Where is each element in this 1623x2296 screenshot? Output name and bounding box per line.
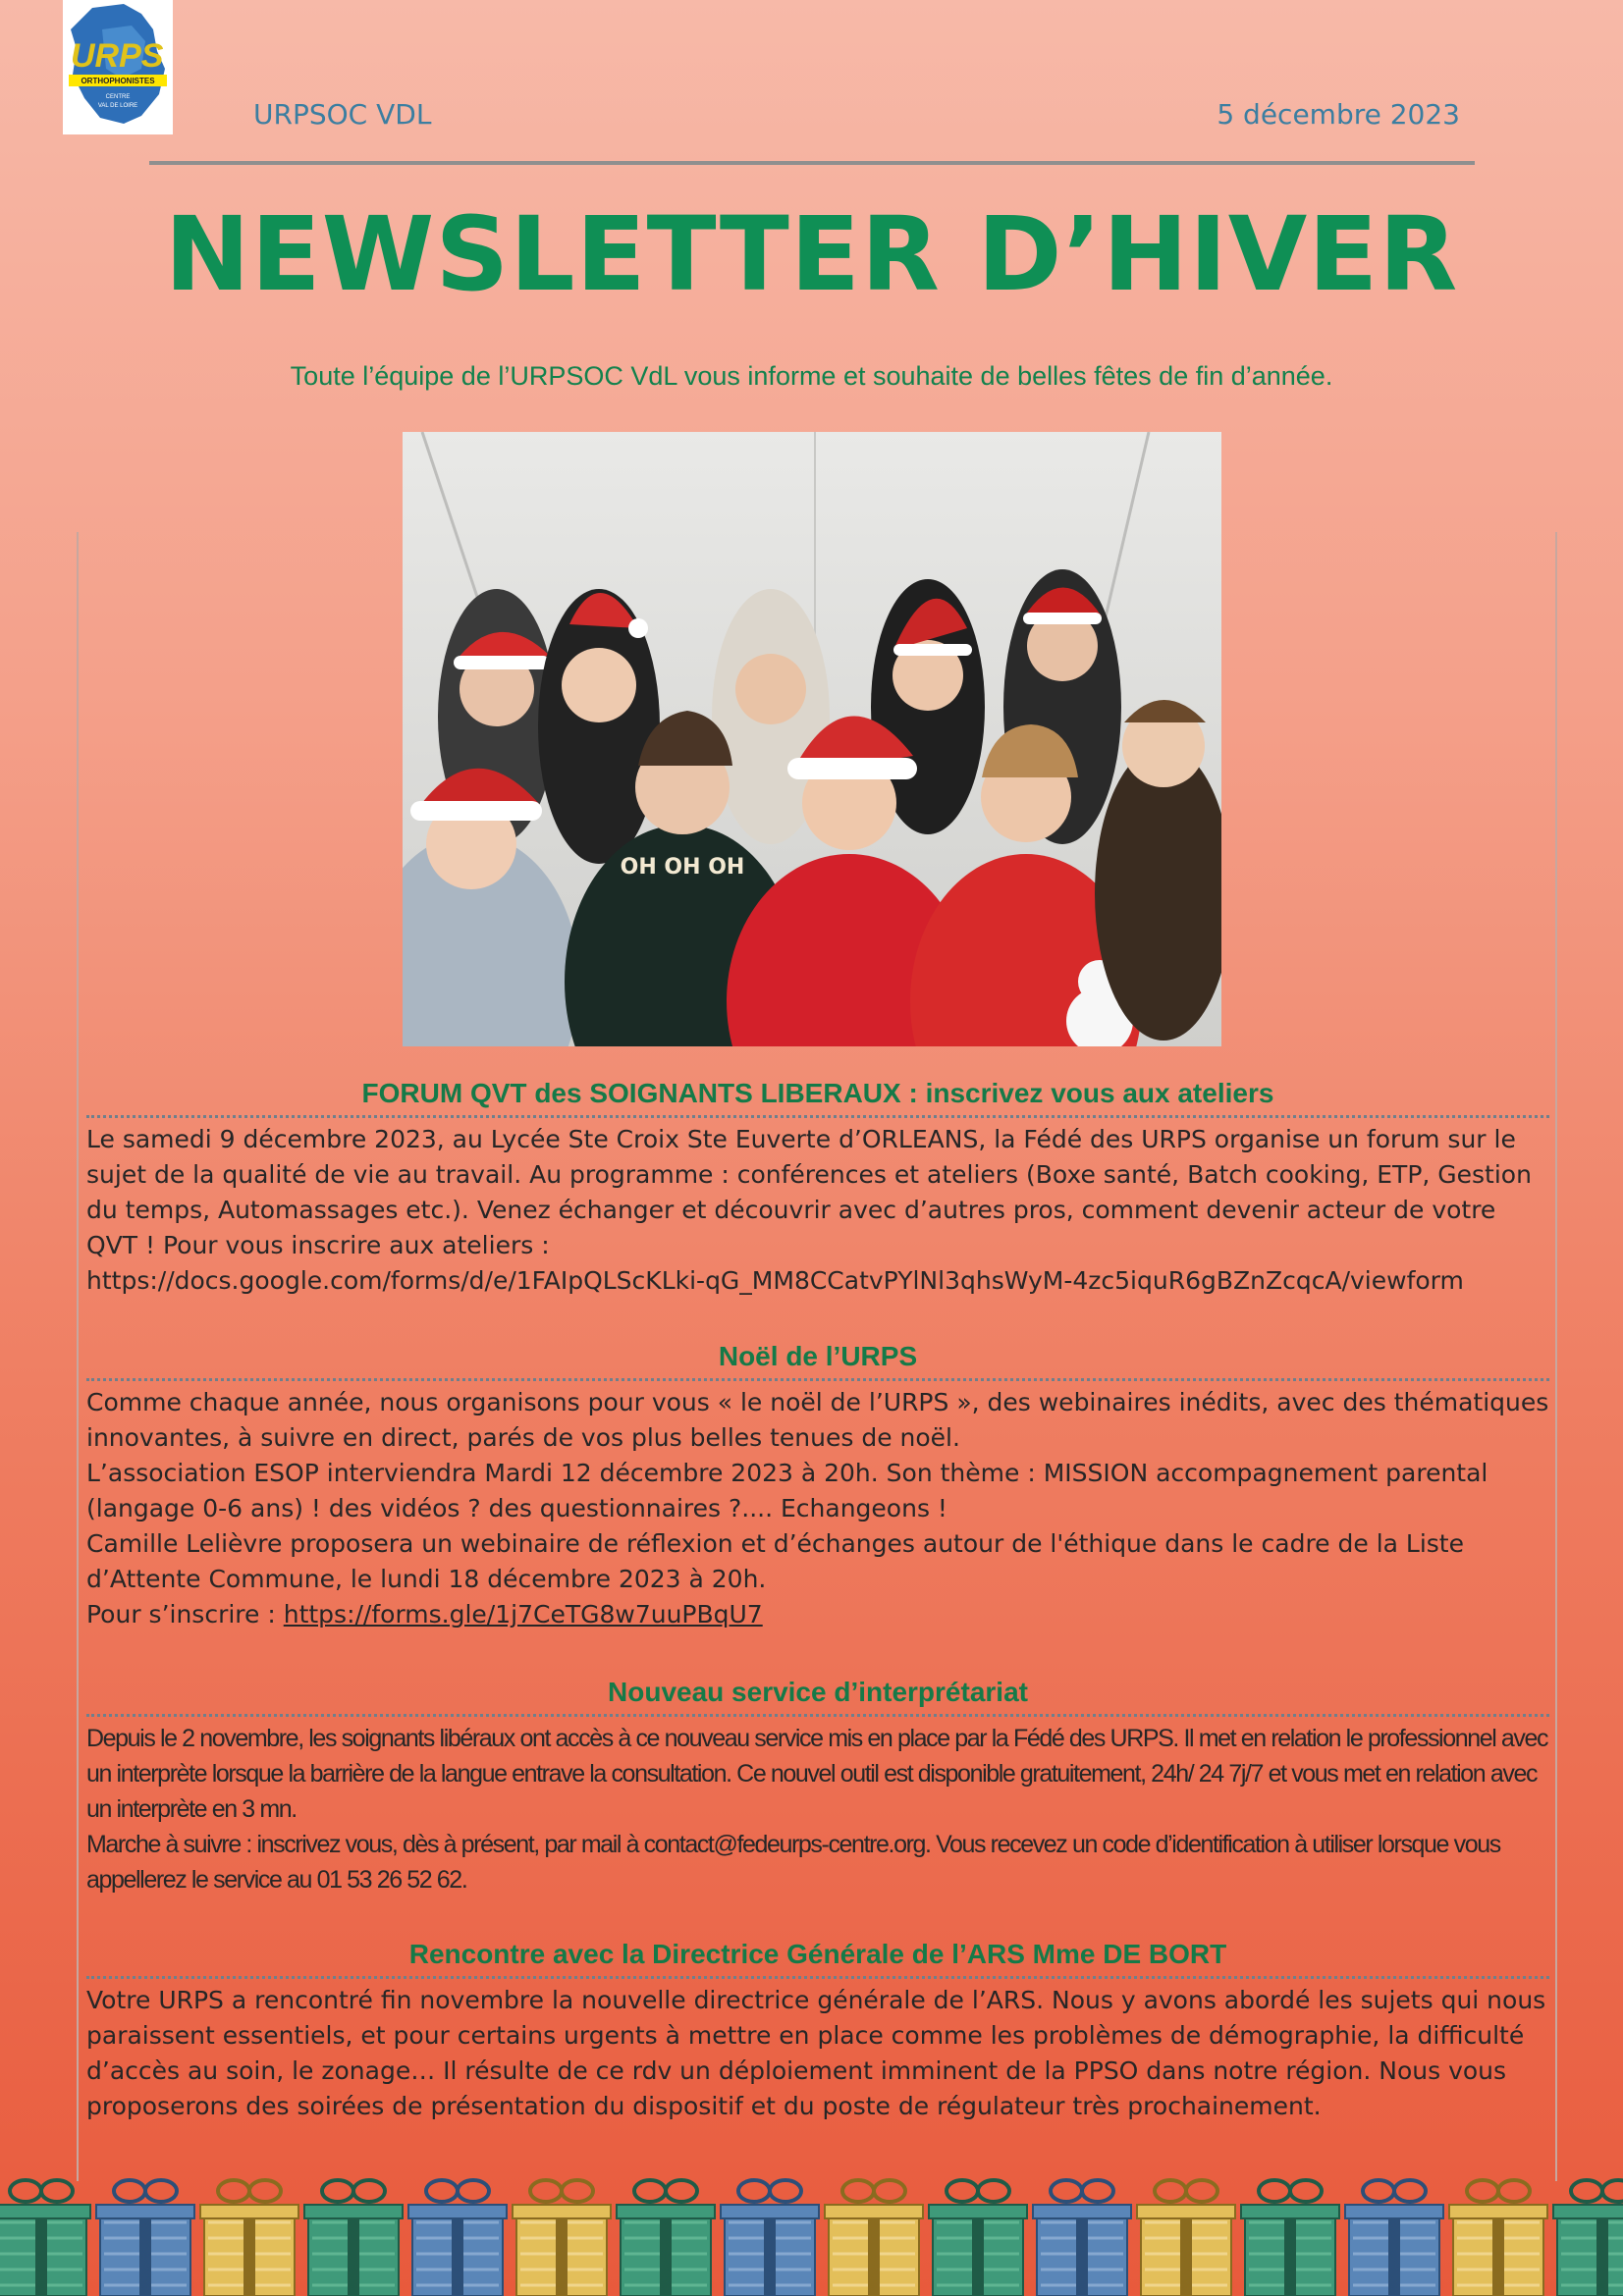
interpretariat-paragraph-2: Marche à suivre : inscrivez vous, dès à présent, par mail à contact@fedeurps-centre.org. Vous recevez un code d’identification à utiliser lorsque vous appellerez le service au 01 53 26 52 62. <box>86 1831 1500 1894</box>
forum-paragraph: Le samedi 9 décembre 2023, au Lycée Ste Croix Ste Euverte d’ORLEANS, la Fédé des URPS organise un forum sur le sujet de la qualité de vie au travail. Au programme : conférences et ateliers (Boxe santé, Batch cooking, ETP, Gestion du temps, Automassages etc.). Venez échanger et découvrir avec d’autres pros, comment devenir acteur de votre QVT ! Pour vous inscrire aux ateliers : <box>86 1125 1532 1259</box>
logo-letters: URPS <box>71 37 164 75</box>
section-title-interpretariat: Nouveau service d’interprétariat <box>86 1677 1549 1717</box>
noel-paragraph-2: L’association ESOP interviendra Mardi 12 décembre 2023 à 20h. Son thème : MISSION accompagnement parental (langage 0-6 ans) ! des vidéos ? des questionnaires ?.... Echangeons ! <box>86 1459 1488 1522</box>
gift-border <box>0 2171 1623 2296</box>
newsletter-subtitle: Toute l’équipe de l’URPSOC VdL vous informe et souhaite de belles fêtes de fin d’année. <box>290 361 1333 391</box>
gift-box-icon <box>1241 2180 1339 2296</box>
logo-graphic <box>63 0 173 134</box>
team-photo <box>403 432 1221 1046</box>
section-title-forum: FORUM QVT des SOIGNANTS LIBERAUX : inscrivez vous aux ateliers <box>86 1078 1549 1118</box>
interpretariat-paragraph-1: Depuis le 2 novembre, les soignants libéraux ont accès à ce nouveau service mis en place par la Fédé des URPS. Il met en relation le professionnel avec un interprète lorsque la barrière de la langue entrave la consultation. Ce nouvel outil est disponible gratuitement, 24h/ 24 7j/7 et vous met en relation avec un interprète en 3 mn. <box>86 1725 1548 1823</box>
gift-box-icon <box>200 2180 298 2296</box>
gift-box-icon <box>721 2180 819 2296</box>
noel-signup-link[interactable]: https://forms.gle/1j7CeTG8w7uuPBqU7 <box>283 1600 763 1629</box>
noel-paragraph-3: Camille Lelièvre proposera un webinaire de réflexion et d’échanges autour de l'éthique dans le cadre de la Liste d’Attente Commune, le lundi 18 décembre 2023 à 20h. <box>86 1529 1464 1593</box>
logo-line3: VAL DE LOIRE <box>97 103 138 109</box>
section-ars <box>86 1939 1549 2124</box>
noel-paragraph-1: Comme chaque année, nous organisons pour vous « le noël de l’URPS », des webinaires inédits, avec des thématiques innovantes, à suivre en direct, parés de vos plus belles tenues de noël. <box>86 1388 1549 1452</box>
gift-box-icon <box>1553 2180 1623 2296</box>
header-org: URPSOC VDL <box>253 98 432 131</box>
noel-signup <box>86 1597 1549 1632</box>
gift-box-icon <box>1033 2180 1131 2296</box>
section-interpretariat <box>86 1677 1549 1897</box>
section-noel <box>86 1341 1549 1632</box>
gift-box-icon <box>1137 2180 1235 2296</box>
gift-box-icon <box>96 2180 194 2296</box>
gift-border-graphic <box>0 2171 1623 2296</box>
gift-box-icon <box>1345 2180 1443 2296</box>
header-divider <box>149 161 1475 165</box>
sweater-text: OH OH OH <box>620 855 745 880</box>
header-date: 5 décembre 2023 <box>1217 98 1460 131</box>
gift-box-icon <box>304 2180 403 2296</box>
gift-box-icon <box>0 2180 90 2296</box>
urps-logo <box>63 0 173 134</box>
logo-line2: CENTRE <box>105 94 131 100</box>
ars-paragraph: Votre URPS a rencontré fin novembre la nouvelle directrice générale de l’ARS. Nous y avons abordé les sujets qui nous paraissent essentiels, et pour certains urgents à mettre en place comme les problèmes de démographie, la difficulté d’accès au soin, le zonage… Il résulte de ce rdv un déploiement imminent de la PPSO dans notre région. Nous vous proposerons des soirées de présentation du dispositif et du poste de régulateur très prochainement. <box>86 1986 1546 2120</box>
logo-line1: ORTHOPHONISTES <box>81 77 155 85</box>
gift-box-icon <box>617 2180 715 2296</box>
section-title-ars: Rencontre avec la Directrice Générale de l’ARS Mme DE BORT <box>86 1939 1549 1979</box>
section-title-noel: Noël de l’URPS <box>86 1341 1549 1381</box>
gift-box-icon <box>408 2180 507 2296</box>
left-border-line <box>77 532 79 2181</box>
gift-box-icon <box>929 2180 1027 2296</box>
gift-box-icon <box>1449 2180 1547 2296</box>
forum-link[interactable]: https://docs.google.com/forms/d/e/1FAIpQLScKLki-qG_MM8CCatvPYlNl3qhsWyM-4zc5iquR6gBZnZcqcA/viewform <box>86 1266 1464 1295</box>
gift-box-icon <box>825 2180 923 2296</box>
newsletter-title: NEWSLETTER D’HIVER <box>164 194 1459 314</box>
noel-signup-label: Pour s’inscrire : <box>86 1600 284 1629</box>
right-border-line <box>1555 532 1557 2181</box>
team-photo-graphic <box>403 432 1221 1046</box>
section-forum-qvt <box>86 1078 1549 1299</box>
gift-box-icon <box>513 2180 611 2296</box>
